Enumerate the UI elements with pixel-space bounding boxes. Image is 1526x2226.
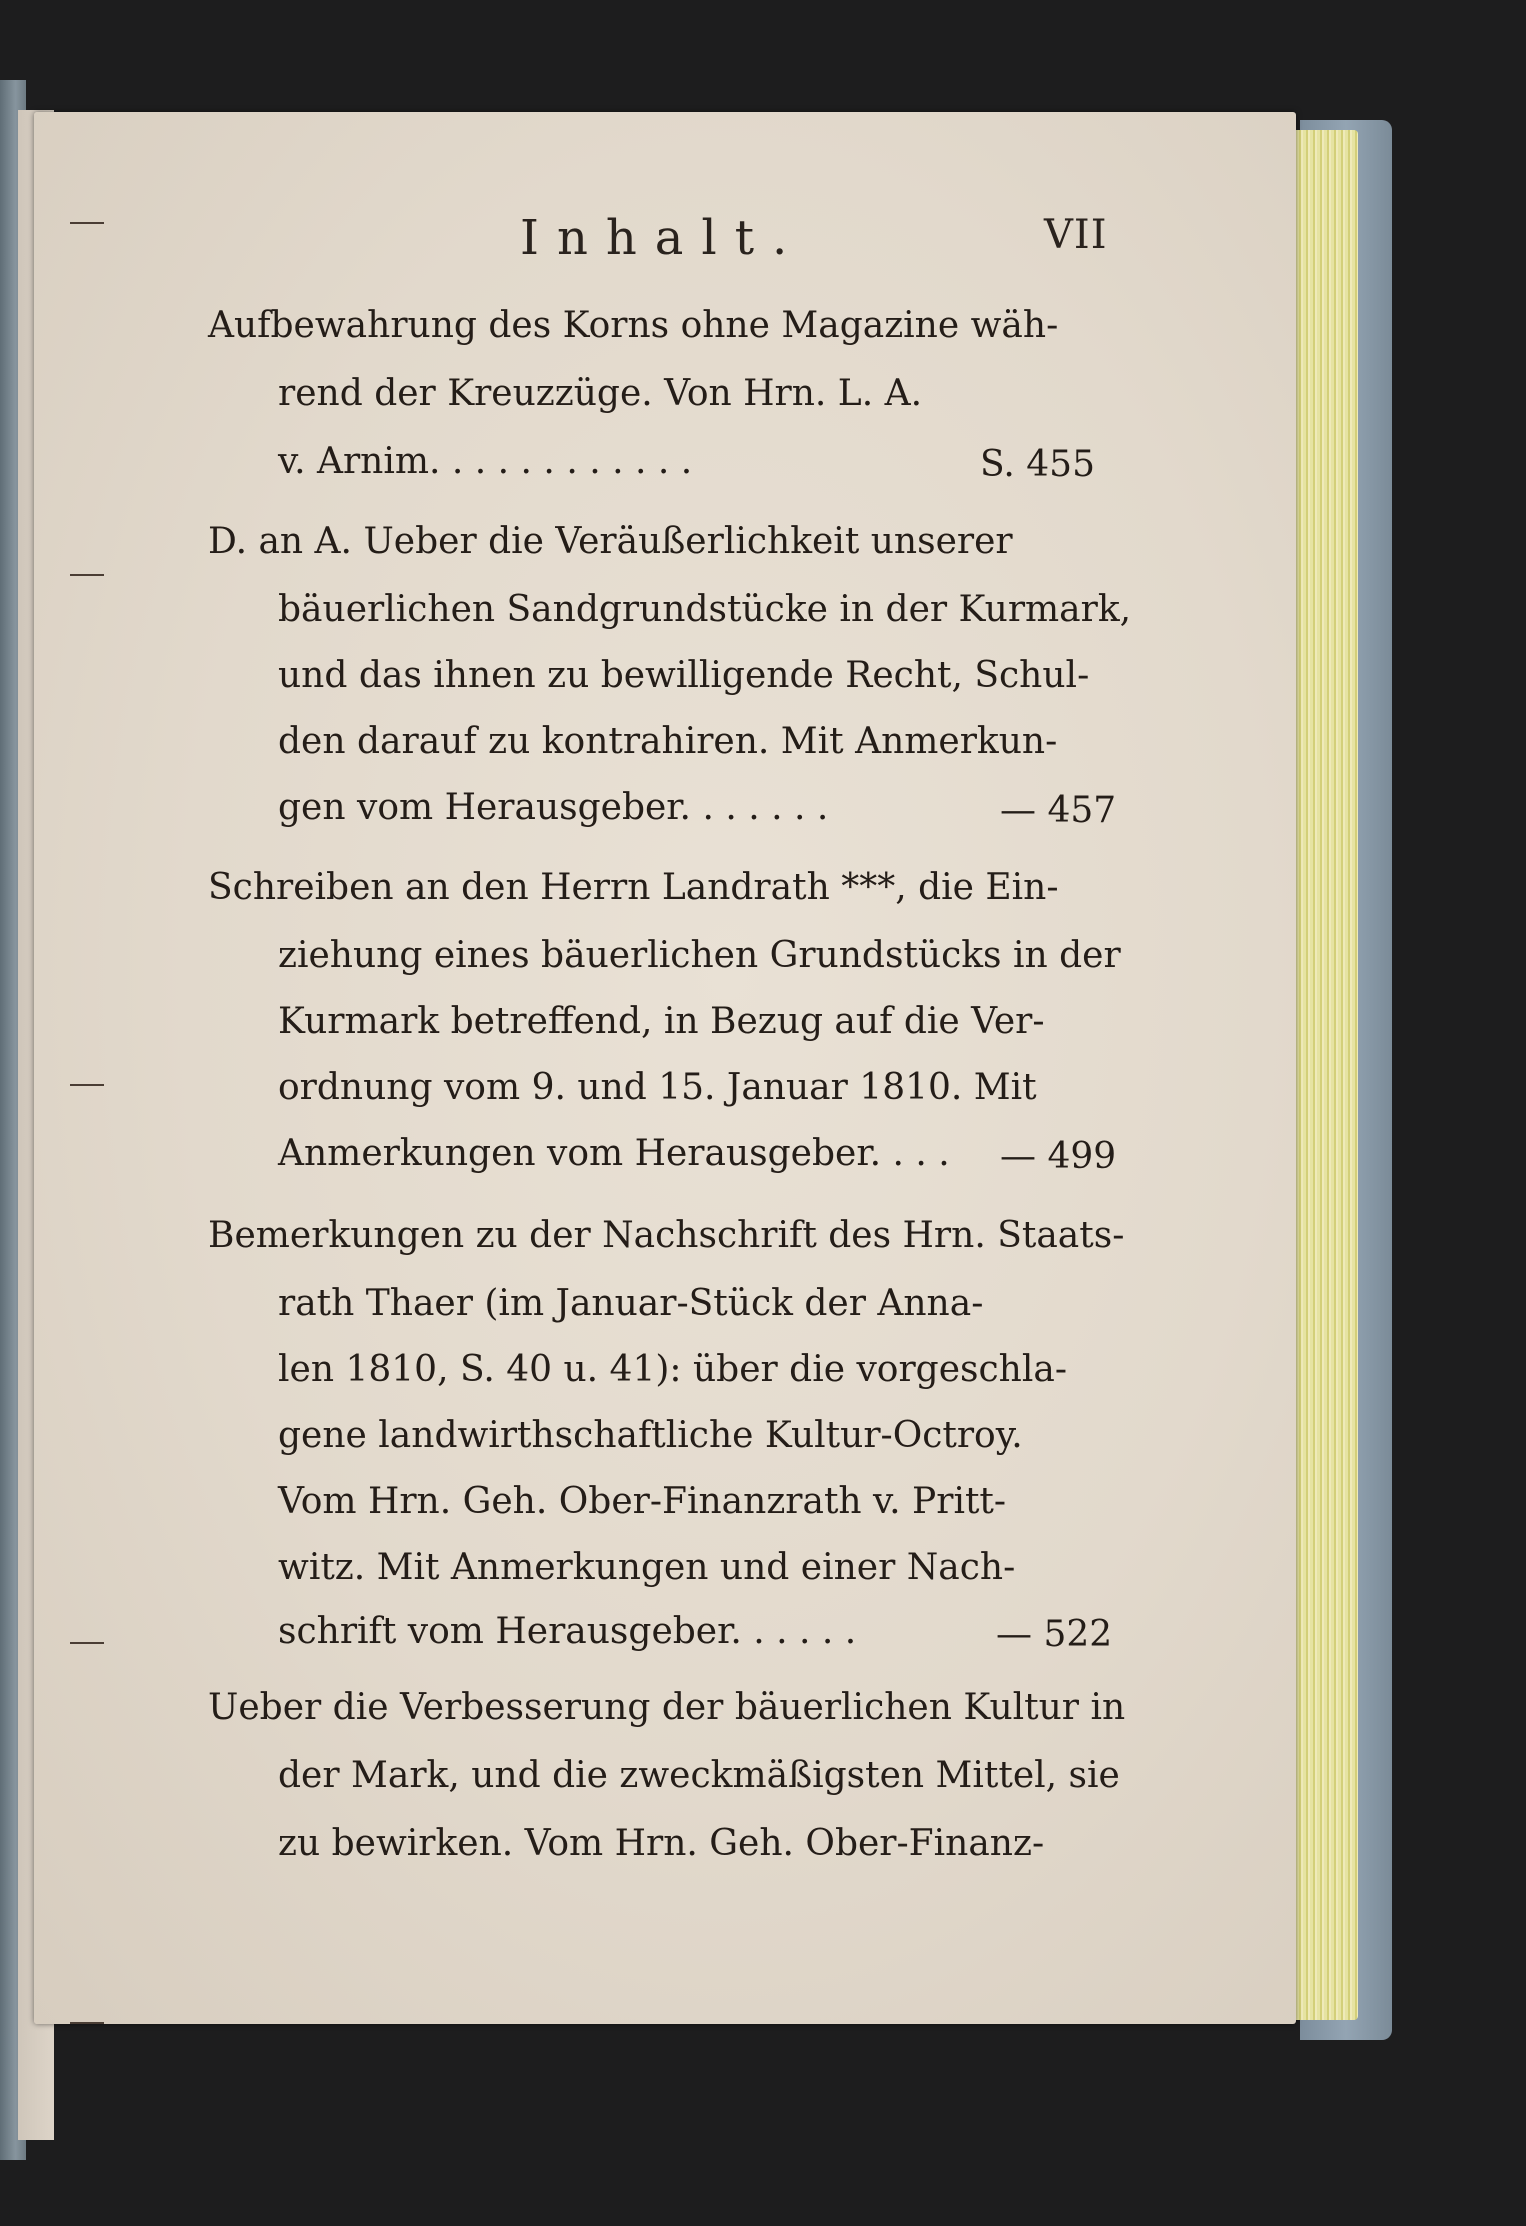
- toc-entry-line: Bemerkungen zu der Nachschrift des Hrn. Staats-: [208, 1215, 1125, 1256]
- toc-entry-line: Kurmark betreffend, in Bezug auf die Ver-: [278, 1001, 1045, 1042]
- toc-entry-line: rend der Kreuzzüge. Von Hrn. L. A.: [278, 373, 923, 414]
- toc-page-number: — 499: [1000, 1136, 1117, 1177]
- toc-entry-line: bäuerlichen Sandgrundstücke in der Kurmark,: [278, 589, 1132, 630]
- toc-entry-line: den darauf zu kontrahiren. Mit Anmerkun-: [278, 721, 1058, 762]
- page-marker-tick: [70, 1084, 104, 1086]
- toc-page-number: S. 455: [980, 444, 1095, 485]
- toc-entry-line: ziehung eines bäuerlichen Grundstücks in der: [278, 935, 1121, 976]
- toc-entry-line: gene landwirthschaftliche Kultur-Octroy.: [278, 1415, 1023, 1456]
- page-marker-tick: [70, 574, 104, 576]
- page-marker-tick: [70, 1642, 104, 1644]
- page-header: [0, 210, 1526, 280]
- toc-entry-line: ordnung vom 9. und 15. Januar 1810. Mit: [278, 1067, 1037, 1108]
- toc-entry-line: Anmerkungen vom Herausgeber. . . .: [278, 1133, 950, 1174]
- toc-entry-line: gen vom Herausgeber. . . . . . .: [278, 787, 829, 828]
- toc-page-number: — 457: [1000, 790, 1117, 831]
- toc-entry-line: len 1810, S. 40 u. 41): über die vorgeschla-: [278, 1349, 1067, 1390]
- toc-page-number: — 522: [996, 1614, 1113, 1655]
- page-marker-tick: [70, 2022, 104, 2024]
- toc-entry-line: Aufbewahrung des Korns ohne Magazine wäh-: [208, 305, 1059, 346]
- page-folio: VII: [1044, 212, 1108, 258]
- toc-entry-line: v. Arnim. . . . . . . . . . . .: [278, 441, 693, 482]
- toc-entry-line: rath Thaer (im Januar-Stück der Anna-: [278, 1283, 984, 1324]
- running-title: Inhalt.: [520, 210, 806, 266]
- toc-entry-line: und das ihnen zu bewilligende Recht, Schul-: [278, 655, 1090, 696]
- toc-entry-line: Schreiben an den Herrn Landrath ***, die Ein-: [208, 867, 1059, 908]
- toc-entry-line: zu bewirken. Vom Hrn. Geh. Ober-Finanz-: [278, 1823, 1045, 1864]
- toc-entry-line: der Mark, und die zweckmäßigsten Mittel, sie: [278, 1755, 1120, 1796]
- toc-entry-line: Ueber die Verbesserung der bäuerlichen Kultur in: [208, 1687, 1126, 1728]
- toc-entry-line: D. an A. Ueber die Veräußerlichkeit unserer: [208, 521, 1013, 562]
- toc-entry-line: witz. Mit Anmerkungen und einer Nach-: [278, 1547, 1016, 1588]
- toc-entry-line: Vom Hrn. Geh. Ober-Finanzrath v. Pritt-: [278, 1481, 1007, 1522]
- toc-entry-line: schrift vom Herausgeber. . . . . .: [278, 1611, 857, 1652]
